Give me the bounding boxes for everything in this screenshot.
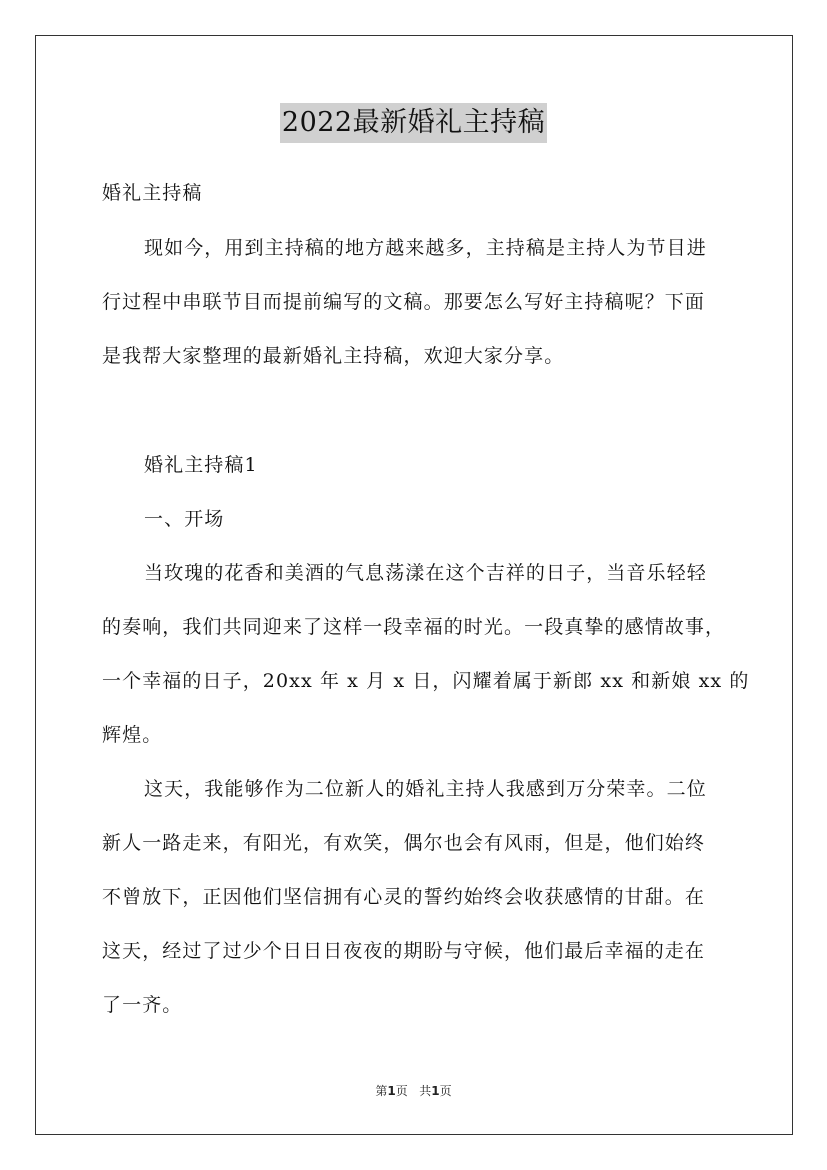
intro-line-1: 现如今，用到主持稿的地方越来越多，主持稿是主持人为节目进 — [144, 237, 707, 259]
footer-page-total: 1 — [431, 1084, 440, 1098]
footer-total-suffix: 页 — [439, 1084, 452, 1098]
para2-line-3: 不曾放下，正因他们坚信拥有心灵的誓约始终会收获感情的甘甜。在 — [102, 886, 706, 908]
para1-line-3: 一个幸福的日子，20xx 年 x 月 x 日，闪耀着属于新郎 xx 和新娘 xx 的 — [102, 670, 750, 692]
para1-line-4: 辉煌。 — [102, 724, 163, 746]
para2-line-2: 新人一路走来，有阳光，有欢笑，偶尔也会有风雨，但是，他们始终 — [102, 832, 706, 854]
para1-line-1: 当玫瑰的花香和美酒的气息荡漾在这个吉祥的日子，当音乐轻轻 — [144, 562, 707, 584]
document-subtitle: 婚礼主持稿 — [102, 182, 203, 204]
section-heading: 婚礼主持稿1 — [144, 454, 258, 476]
footer-page-prefix: 第 — [375, 1084, 388, 1098]
document-title: 2022最新婚礼主持稿 — [280, 103, 547, 143]
para2-line-4: 这天，经过了过少个日日日夜夜的期盼与守候，他们最后幸福的走在 — [102, 940, 706, 962]
para2-line-5: 了一齐。 — [102, 994, 183, 1016]
footer-page-current: 1 — [387, 1084, 396, 1098]
page-footer — [0, 1082, 827, 1099]
intro-line-2: 行过程中串联节目而提前编写的文稿。那要怎么写好主持稿呢？下面 — [102, 291, 706, 313]
part-heading: 一、开场 — [144, 508, 225, 530]
para1-line-2: 的奏响，我们共同迎来了这样一段幸福的时光。一段真挚的感情故事， — [102, 616, 726, 638]
intro-line-3: 是我帮大家整理的最新婚礼主持稿，欢迎大家分享。 — [102, 345, 565, 367]
footer-total-prefix: 共 — [419, 1084, 432, 1098]
footer-page-suffix: 页 — [395, 1084, 408, 1098]
para2-line-1: 这天，我能够作为二位新人的婚礼主持人我感到万分荣幸。二位 — [144, 778, 707, 800]
title-container — [0, 103, 827, 143]
